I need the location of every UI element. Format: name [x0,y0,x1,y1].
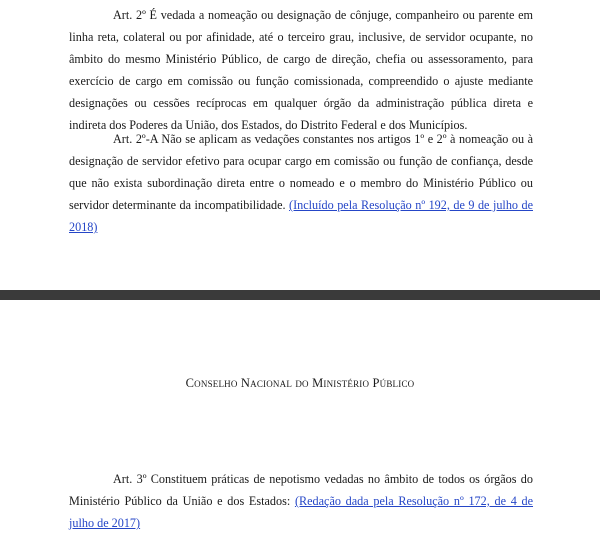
article-2a-paragraph [69,128,533,238]
resolution-172-link[interactable]: (Redação dada pela Resolução nº 172, de 4 de julho de 2017) [69,494,534,530]
article-3-text: Art. 3º Constituem práticas de nepotismo vedadas no âmbito de todos os órgãos do Ministério Público da União e dos Estados: [69,472,533,508]
article-2-text: Art. 2º É vedada a nomeação ou designação de cônjuge, companheiro ou parente em linha reta, colateral ou por afinidade, até o terceiro grau, inclusive, de servidor ocupante, no âmbito do mesmo Ministério Público, de cargo de direção, chefia ou assessoramento, para exercício de cargo em comissão ou função comissionada, compreendido o ajuste mediante designações ou cessões recíprocas em qualquer órgão da administração pública direta e indireta dos Poderes da União, dos Estados, do Distrito Federal e dos Municípios. [69,8,533,132]
page-separator [0,290,600,300]
article-3-paragraph [69,468,533,534]
page-header: Conselho Nacional do Ministério Público [185,376,415,390]
resolution-192-link[interactable]: (Incluído pela Resolução nº 192, de 9 de julho de 2018) [69,198,533,234]
article-2a-text: Art. 2º-A Não se aplicam as vedações constantes nos artigos 1º e 2º à nomeação ou à designação de servidor efetivo para ocupar cargo em comissão ou função de confiança, desde que não exista subordinação direta entre o nomeado e o membro do Ministério Público ou servidor determinante da incompatibilidade. [69,132,533,212]
article-2-paragraph [69,4,533,136]
